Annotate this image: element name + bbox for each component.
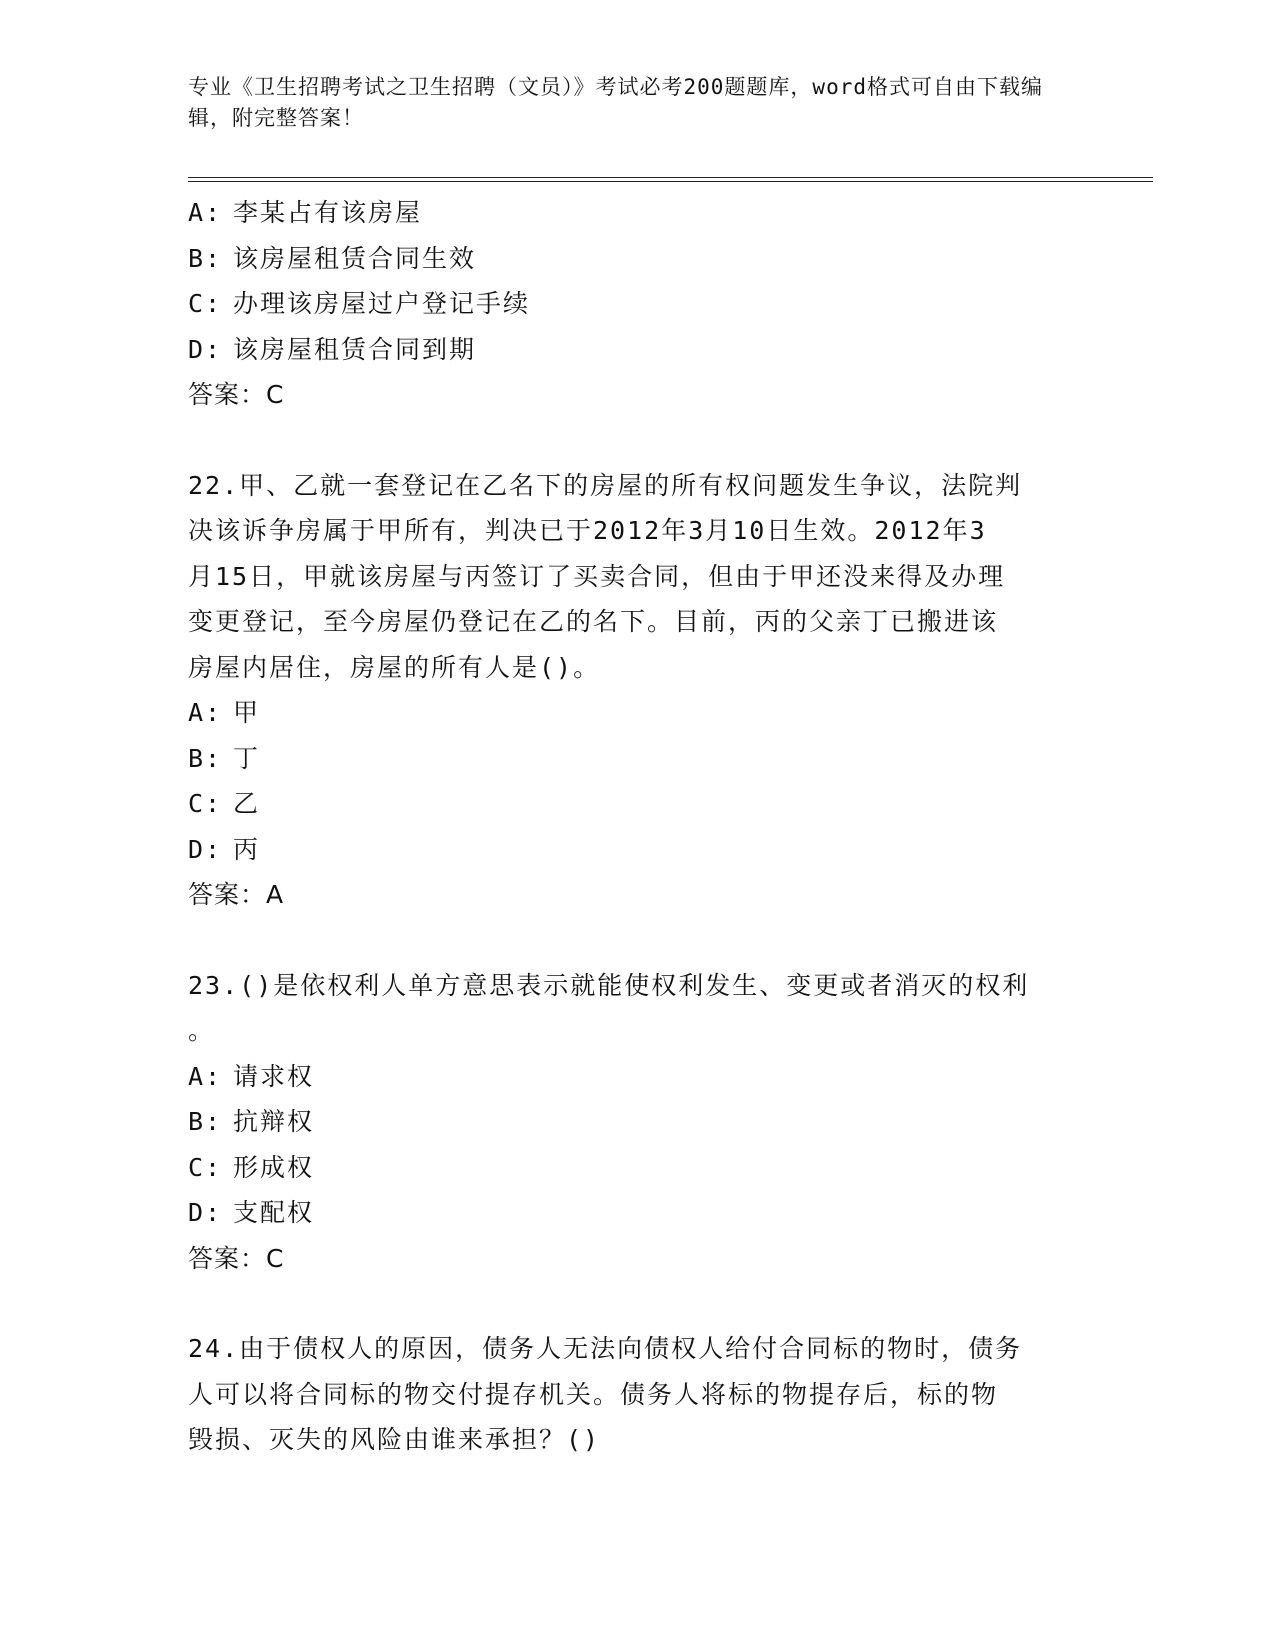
answer: 答案：C [188, 1243, 285, 1273]
option-a: A: 李某占有该房屋 [188, 198, 423, 227]
question-21-continued [188, 190, 1078, 418]
option-d: D: 丙 [188, 834, 261, 864]
option-b: B: 丁 [188, 743, 261, 773]
question-line: 月15日，甲就该房屋与丙签订了买卖合同，但由于甲还没来得及办理 [188, 561, 1006, 591]
question-stem [188, 963, 1078, 1054]
option-d: D: 该房屋租赁合同到期 [188, 334, 477, 364]
answer: 答案：C [188, 380, 285, 409]
question-line: 24.由于债权人的原因，债务人无法向债权人给付合同标的物时，债务 [188, 1334, 1023, 1363]
question-line: 毁损、灭失的风险由谁来承担？() [188, 1425, 601, 1454]
option-b: B: 该房屋租赁合同生效 [188, 243, 477, 273]
option-c: C: 形成权 [188, 1152, 315, 1182]
option-a: A: 甲 [188, 698, 261, 727]
spacer [188, 918, 1078, 963]
question-line: 。 [188, 1016, 216, 1045]
option-b: B: 抗辩权 [188, 1107, 315, 1136]
question-line: 房屋内居住，房屋的所有人是()。 [188, 652, 601, 682]
question-line: 22.甲、乙就一套登记在乙名下的房屋的所有权问题发生争议，法院判 [188, 470, 1023, 500]
option-c: C: 乙 [188, 789, 261, 818]
document-header: 专业《卫生招聘考试之卫生招聘（文员）》考试必考200题题库，word格式可自由下载编辑，附完整答案！ [188, 75, 1043, 130]
question-stem [188, 1326, 1078, 1463]
header-divider [188, 177, 1153, 182]
question-line: 人可以将合同标的物交付提存机关。债务人将标的物提存后，标的物 [188, 1379, 999, 1409]
option-a: A: 请求权 [188, 1061, 315, 1091]
spacer [188, 1281, 1078, 1326]
question-22 [188, 463, 1078, 918]
option-c: C: 办理该房屋过户登记手续 [188, 289, 531, 318]
question-23 [188, 963, 1078, 1282]
question-line: 23.()是依权利人单方意思表示就能使权利发生、变更或者消灭的权利 [188, 970, 1030, 1000]
option-d: D: 支配权 [188, 1198, 315, 1227]
question-stem [188, 463, 1078, 691]
question-line: 决该诉争房属于甲所有，判决已于2012年3月10日生效。2012年3 [188, 516, 987, 545]
document-body [188, 190, 1078, 1463]
spacer [188, 418, 1078, 463]
question-line: 变更登记，至今房屋仍登记在乙的名下。目前，丙的父亲丁已搬进该 [188, 607, 999, 636]
question-24 [188, 1326, 1078, 1463]
answer: 答案：A [188, 880, 285, 909]
